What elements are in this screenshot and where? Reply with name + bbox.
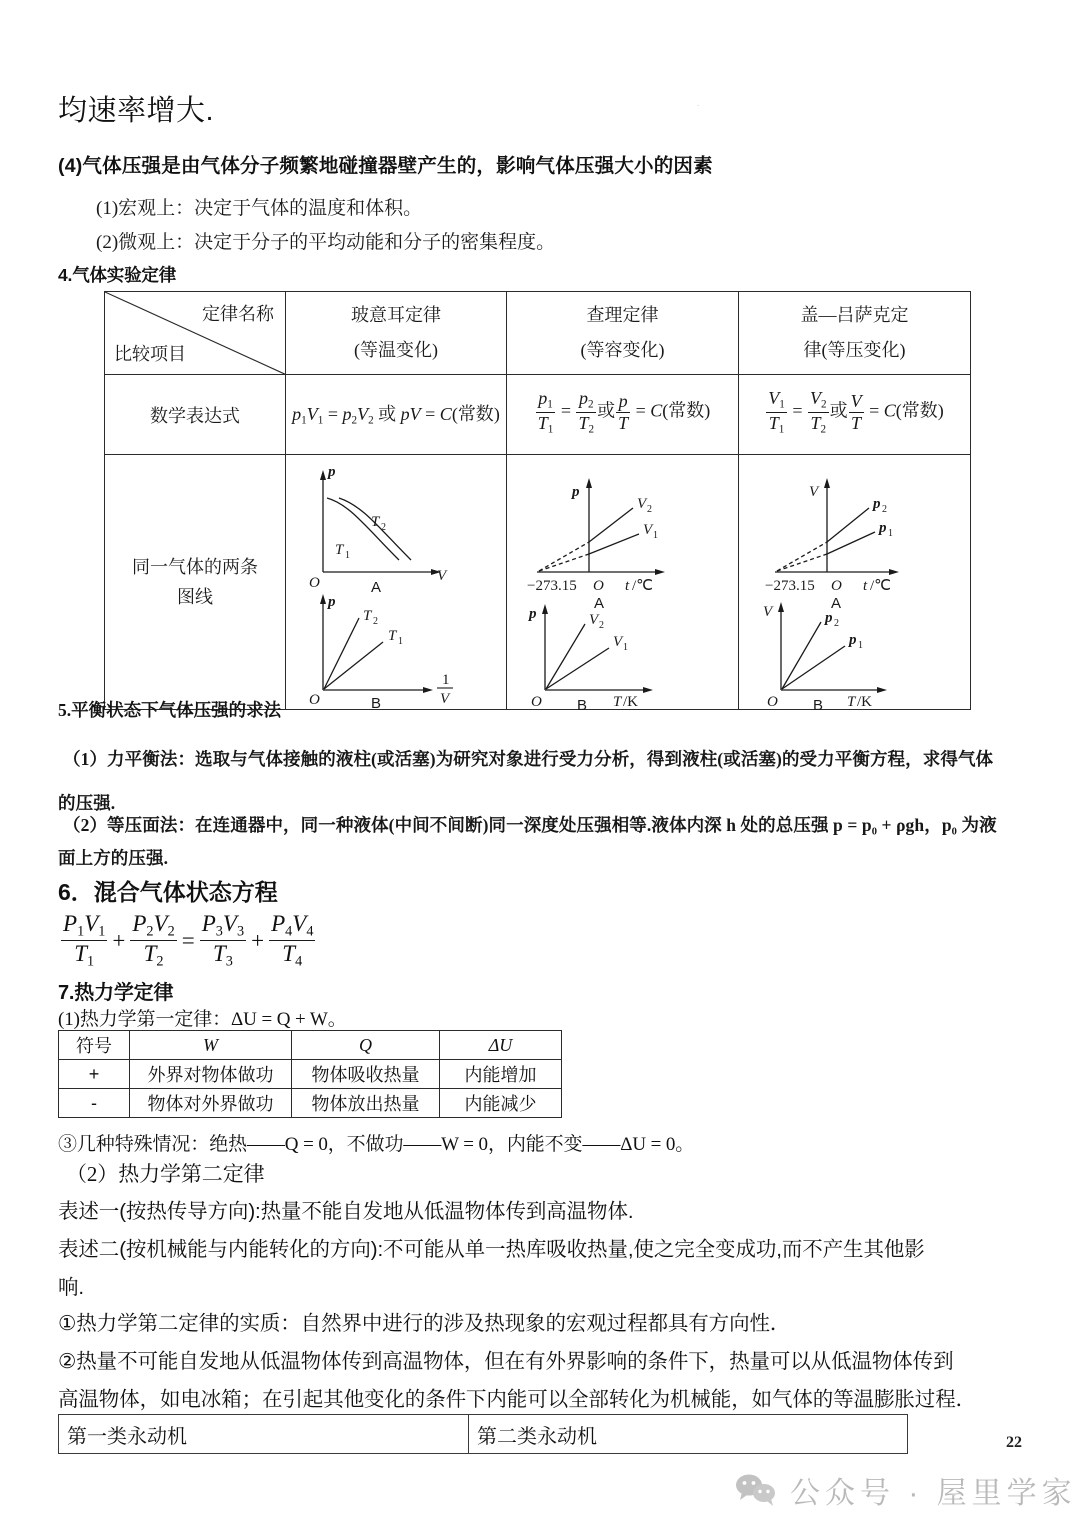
item-4-sub-2: (2)微观上：决定于分子的平均动能和分子的密集程度。 [96,232,556,253]
gaylussac-b-origin: O [766,693,778,710]
header-boyle-condition: (等温变化) [354,340,438,361]
gaylussac-a-origin: O [830,577,842,594]
section-5-item-1-line-2: 的压强. [58,793,116,813]
cell-first-kind: 第一类永动机 [59,1415,469,1454]
svg-text:1: 1 [857,639,863,651]
charles-a-x-label: t [624,577,629,594]
section-5-title: 5.平衡状态下气体压强的求法 [58,700,282,720]
boyle-b-x-den: V [440,690,450,707]
corner-diagonal-cell [105,292,286,375]
row-label-formula: 数学表达式 [105,375,286,455]
header-charles-name: 查理定律 [586,305,659,325]
svg-text:2: 2 [598,619,604,631]
section-7-title: 7.热力学定律 [58,982,174,1004]
header-gaylussac-condition: 律(等压变化) [803,340,906,361]
second-law-title: （2）热力学第二定律 [66,1162,265,1186]
svg-text:1: 1 [652,529,658,541]
charles-b-caption: B [576,696,587,714]
boyle-b-label-t1: T [388,627,397,644]
header-gaylussac-name: 盖—吕萨克定 [800,305,909,325]
cell-q-positive: 物体吸收热量 [292,1060,440,1089]
cell-du-positive: 内能增加 [440,1060,562,1089]
table-row [59,1089,562,1118]
cell-w-positive: 外界对物体做功 [130,1060,292,1089]
gaylussac-a-label-p2: p [872,495,880,512]
note-2-line-2: 高温物体，如电冰箱；在引起其他变化的条件下内能可以全部转化为机械能，如气体的等温膨胀过程． [58,1388,976,1411]
boyle-b-origin: O [309,691,320,708]
boyle-b-x-num: 1 [442,671,450,688]
corner-label-law-name: 定律名称 [202,304,274,324]
graph-cell-boyle [286,455,507,710]
gaylussac-a-label-p1: p [878,519,886,536]
svg-text:2: 2 [646,503,652,515]
special-cases-line: ③几种特殊情况：绝热——Q = 0，不做功——W = 0，内能不变——ΔU = 0。 [58,1134,695,1155]
charles-b-origin: O [530,693,542,710]
svg-text:/℃: /℃ [631,577,653,594]
gaylussac-b-y-label: V [762,603,772,620]
gaylussac-graphs-svg [741,460,969,714]
formula-charles: $\frac{p_1}{T_1}$ = $\frac{p_2}{T_2}$ 或 $\frac{p}{T}$ = C(常数) [507,375,739,455]
charles-b-label-v2: V [588,611,598,628]
term-2: $\frac{P_2V_2}{T_2}$ [132,911,175,970]
svg-text:2: 2 [381,521,386,533]
table-row-header [59,1031,562,1060]
table-row-graphs [105,455,971,710]
charles-a-label-v2: V [636,495,646,512]
corner-label-compare-item: 比较项目 [114,344,186,365]
boyle-a-origin: O [309,574,320,591]
term-1: $\frac{P_1V_1}{T_1}$ [63,911,106,970]
cell-sign-positive: + [59,1060,130,1089]
graph-cell-charles [507,455,739,714]
section-5-item-2-line-1: （2）等压面法：在连通器中，同一种液体(中间不间断)同一深度处压强相等.液体内深 h 处的总压强 p = p₀ + ρgh，p₀ 为液 [63,815,997,835]
charles-a-origin: O [592,577,604,594]
formula-gaylussac: $\frac{V_1}{T_1}$ = $\frac{V_2}{T_2}$ 或 $\frac{V}{T}$ = C(常数) [739,375,971,455]
header-gaylussac [739,292,971,375]
charles-b-x-label: T [612,693,621,710]
row-label-graphs [105,455,286,710]
cell-sign-negative: - [59,1089,130,1118]
boyle-b-caption: B [371,694,382,712]
boyle-a-label-t1: T [335,541,344,558]
header-boyle [286,292,507,375]
charles-graphs-svg [509,460,737,714]
header-q: Q [292,1031,440,1060]
item-4-heading: (4)气体压强是由气体分子频繁地碰撞器壁产生的，影响气体压强大小的因素 [58,155,713,177]
svg-text:1: 1 [398,635,403,647]
boyle-b-label-t2: T [363,607,372,624]
svg-text:/℃: /℃ [869,577,891,594]
gaylussac-b-label-p1: p [848,631,856,648]
svg-text:/K: /K [856,693,872,710]
statement-2-line-1: 表述二(按机械能与内能转化的方向):不可能从单一热库吸收热量,使之完全变成功,而不产生其他影 [58,1238,925,1261]
section-5-item-1-line-1: （1）力平衡法：选取与气体接触的液柱(或活塞)为研究对象进行受力分析，得到液柱(或活塞)的受力平衡方程，求得气体 [63,749,994,769]
gaylussac-a-intercept: −273.15 [764,577,815,594]
gaylussac-a-y-label: V [808,483,818,500]
term-3: $\frac{P_3V_3}{T_3}$ [201,911,245,970]
section-4-title: 4.气体实验定律 [58,265,176,285]
boyle-a-y-label: p [328,463,336,480]
header-charles-condition: (等容变化) [580,340,665,361]
header-w: W [130,1031,292,1060]
charles-b-y-label: p [528,605,536,622]
mixed-gas-equation: $\frac{P_1V_1}{T_1}$ + $\frac{P_2V_2}{T_2}$ = $\frac{P_3V_3}{T_3}$ + $\frac{P_4V_4}{T_4}$ [63,911,314,970]
charles-b-label-v1: V [612,633,622,650]
header-delta-u: ΔU [440,1031,562,1060]
header-charles [507,292,739,375]
svg-text:1: 1 [622,641,628,653]
header-symbol: 符号 [59,1031,130,1060]
charles-a-label-v1: V [642,521,652,538]
formula-boyle: $p_1V_1 = p_2V_2$ 或 pV = C(常数) [286,375,507,455]
gaylussac-a-caption: A [830,594,841,612]
svg-text:2: 2 [881,503,887,515]
wechat-icon [735,1473,777,1507]
first-law-sign-table [58,1030,562,1118]
statement-2-line-2: 响. [58,1276,84,1299]
gaylussac-b-label-p2: p [824,609,832,626]
header-boyle-name: 玻意耳定律 [351,305,441,325]
gaylussac-b-caption: B [812,696,823,714]
watermark [735,1468,1077,1512]
table-row [59,1060,562,1089]
section-6-title: 6．混合气体状态方程 [58,879,278,905]
section-5-item-2-line-2: 面上方的压强. [58,848,169,868]
perpetual-machine-table [58,1414,908,1454]
gaylussac-a-x-label: t [862,577,867,594]
table-row [59,1415,908,1454]
charles-a-y-label: p [571,483,579,500]
row-label-graphs-text: 同一气体的两条图线 [132,556,258,608]
svg-text:1: 1 [345,549,350,561]
svg-text:2: 2 [833,617,839,629]
stray-mark: . [697,98,700,108]
boyle-graphs-svg [287,460,505,712]
svg-text:/K: /K [622,693,638,710]
charles-a-caption: A [593,594,604,612]
note-2-line-1: ②热量不可能自发地从低温物体传到高温物体，但在有外界影响的条件下，热量可以从低温物体传到 [58,1350,954,1373]
boyle-a-x-label: V [437,567,447,584]
first-law-line: (1)热力学第一定律：ΔU = Q + W。 [58,1009,347,1030]
gaylussac-b-x-label: T [846,693,855,710]
statement-1: 表述一(按热传导方向):热量不能自发地从低温物体传到高温物体. [58,1200,634,1223]
svg-text:1: 1 [887,527,893,539]
note-1: ①热力学第二定律的实质：自然界中进行的涉及热现象的宏观过程都具有方向性． [58,1312,791,1335]
table-row-formulas [105,375,971,455]
table-row-header [105,292,971,375]
boyle-b-y-label: p [328,593,336,610]
item-4-sub-1: (1)宏观上：决定于气体的温度和体积。 [96,198,423,219]
graph-cell-gaylussac [739,455,971,714]
term-4: $\frac{P_4V_4}{T_4}$ [271,911,314,970]
cell-second-kind: 第二类永动机 [469,1415,908,1454]
cell-du-negative: 内能减少 [440,1089,562,1118]
continued-sentence: 均速率增大. [58,95,215,127]
charles-a-intercept: −273.15 [526,577,577,594]
page-number: 22 [1006,1434,1022,1451]
cell-q-negative: 物体放出热量 [292,1089,440,1118]
boyle-a-caption: A [371,578,382,596]
svg-text:2: 2 [373,615,378,627]
watermark-text: 公众号 · 屋里学家 [790,1477,1077,1510]
cell-w-negative: 物体对外界做功 [130,1089,292,1118]
boyle-a-label-t2: T [371,513,380,530]
